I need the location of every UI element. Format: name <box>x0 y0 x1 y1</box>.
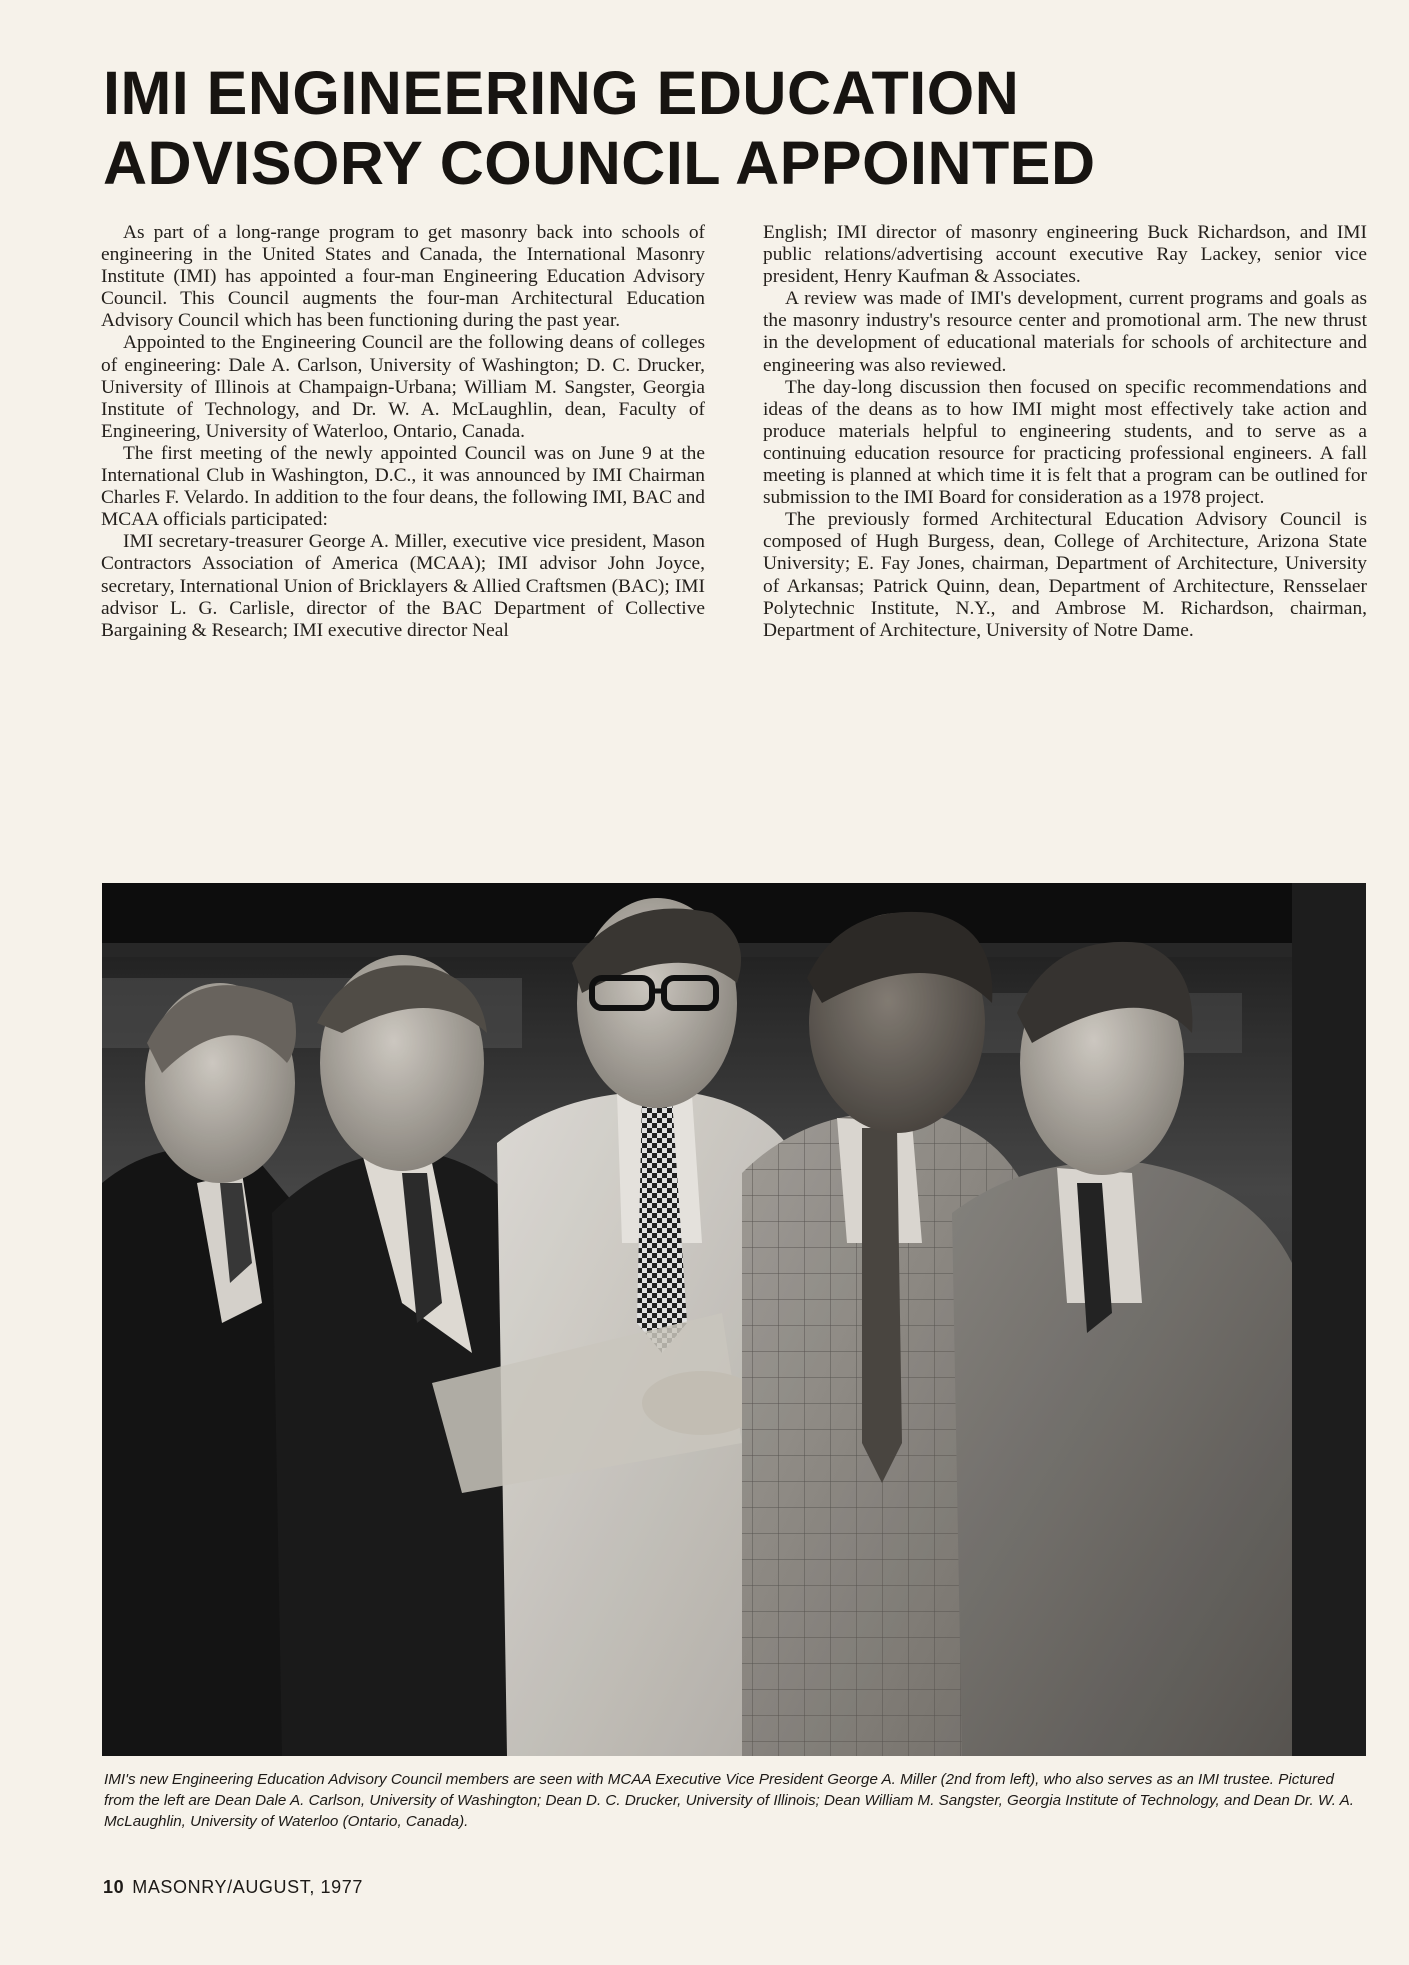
article-column-left <box>101 222 705 642</box>
article-paragraph: IMI secretary-treasurer George A. Miller, executive vice president, Mason Contractors Association of America (MCAA); IMI advisor John Joyce, secretary, International Union of Bricklayers & Allied Craftsmen (BAC); IMI advisor L. G. Carlisle, director of the BAC Department of Collective Bargaining & Research; IMI executive director Neal <box>101 531 705 641</box>
group-photo <box>102 883 1366 1756</box>
article-headline <box>103 58 1303 198</box>
article-paragraph: As part of a long-range program to get masonry back into schools of engineering in the United States and Canada, the International Masonry Institute (IMI) has appointed a four-man Engineering Education Advisory Council. This Council augments the four-man Architectural Education Advisory Council which has been functioning during the past year. <box>101 222 705 332</box>
article-paragraph: Appointed to the Engineering Council are the following deans of colleges of engineering: Dale A. Carlson, University of Washington; D. C. Drucker, University of Illinois at Champaign-Urbana; William M. Sangster, Georgia Institute of Technology, and Dr. W. A. McLaughlin, dean, Faculty of Engineering, University of Waterloo, Ontario, Canada. <box>101 332 705 442</box>
article-paragraph: The previously formed Architectural Education Advisory Council is composed of Hugh Burgess, dean, College of Architecture, Arizona State University; E. Fay Jones, chairman, Department of Architecture, University of Arkansas; Patrick Quinn, dean, Department of Architecture, Rensselaer Polytechnic Institute, N.Y., and Ambrose M. Richardson, chairman, Department of Architecture, University of Notre Dame. <box>763 509 1367 641</box>
page-number: 10 <box>103 1877 125 1897</box>
article-paragraph: The first meeting of the newly appointed Council was on June 9 at the International Club in Washington, D.C., it was announced by IMI Chairman Charles F. Velardo. In addition to the four deans, the following IMI, BAC and MCAA officials participated: <box>101 442 705 531</box>
page-footer <box>103 1877 363 1898</box>
article-paragraph-continued: English; IMI director of masonry engineering Buck Richardson, and IMI public relations/advertising account executive Ray Lackey, senior vice president, Henry Kaufman & Associates. <box>763 222 1367 288</box>
headline-line-2: ADVISORY COUNCIL APPOINTED <box>103 129 1096 197</box>
article-paragraph: The day-long discussion then focused on specific recommendations and ideas of the deans as to how IMI might most effectively take action and produce materials helpful to engineering students, and to serve as a continuing education resource for practicing professional engineers. A fall meeting is planned at which time it is felt that a program can be outlined for submission to the IMI Board for consideration as a 1978 project. <box>763 376 1367 509</box>
photo-caption: IMI's new Engineering Education Advisory Council members are seen with MCAA Executive Vice President George A. Miller (2nd from left), who also serves as an IMI trustee. Pictured from the left are Dean Dale A. Carlson, University of Washington; Dean D. C. Drucker, University of Illinois; Dean William M. Sangster, Georgia Institute of Technology, and Dean Dr. W. A. McLaughlin, University of Waterloo (Ontario, Canada). <box>104 1771 1354 1830</box>
article-column-right <box>763 222 1367 642</box>
article-paragraph: A review was made of IMI's development, current programs and goals as the masonry industry's resource center and promotional arm. The new thrust in the development of educational materials for schools of architecture and engineering was also reviewed. <box>763 288 1367 376</box>
publication-issue: MASONRY/AUGUST, 1977 <box>132 1877 363 1897</box>
headline-line-1: IMI ENGINEERING EDUCATION <box>103 59 1020 127</box>
group-photo-image <box>102 883 1366 1756</box>
